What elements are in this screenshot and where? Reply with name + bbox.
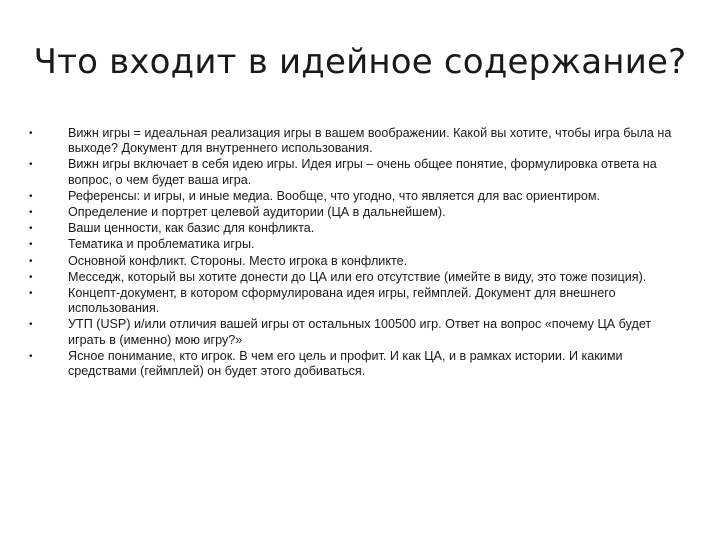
list-item (28, 349, 690, 379)
list-item-text: Ясное понимание, кто игрок. В чем его цель и профит. И как ЦА, и в рамках истории. И какими средствами (геймплей) он будет этого добиваться. (68, 348, 623, 379)
list-item (28, 157, 690, 187)
list-item (28, 189, 690, 204)
list-item-text: Вижн игры = идеальная реализация игры в вашем воображении. Какой вы хотите, чтобы игра была на выходе? Документ для внутреннего использования. (68, 126, 672, 156)
slide-title: Что входит в идейное содержание? (33, 42, 687, 82)
list-item-text: УТП (USP) и/или отличия вашей игры от остальных 100500 игр. Ответ на вопрос «почему ЦА будет играть в (именно) мою игру?» (68, 317, 652, 347)
list-item (28, 317, 690, 347)
list-item (28, 237, 690, 252)
bullet-icon: • (29, 288, 33, 300)
list-item (28, 126, 690, 156)
bullet-icon: • (29, 271, 33, 283)
list-item-text: Основной конфликт. Стороны. Место игрока в конфликте. (68, 253, 408, 268)
list-item-text: Референсы: и игры, и иные медиа. Вообще, что угодно, что является для вас ориентиром. (68, 188, 601, 203)
list-item-text: Ваши ценности, как базис для конфликта. (68, 221, 315, 236)
bullet-icon: • (29, 319, 33, 331)
list-item-text: Определение и портрет целевой аудитории (ЦА в дальнейшем). (68, 205, 446, 220)
bullet-icon: • (29, 190, 33, 202)
bullet-list (28, 126, 690, 380)
list-item (28, 221, 690, 236)
list-item (28, 286, 690, 316)
bullet-icon: • (29, 239, 33, 251)
list-item-text: Тематика и проблематика игры. (68, 237, 255, 252)
bullet-icon: • (29, 207, 33, 219)
bullet-icon: • (29, 159, 33, 171)
list-item-text: Концепт-документ, в котором сформулирована идея игры, геймплей. Документ для внешнего использования. (68, 286, 616, 316)
bullet-icon: • (29, 255, 33, 267)
list-item (28, 270, 690, 285)
list-item (28, 205, 690, 220)
list-item-text: Вижн игры включает в себя идею игры. Идея игры – очень общее понятие, формулировка ответа на вопрос, о чем будет ваша игра. (68, 157, 657, 187)
bullet-icon: • (29, 350, 33, 362)
list-item (28, 254, 690, 269)
bullet-icon: • (29, 128, 33, 139)
bullet-icon: • (29, 223, 33, 235)
list-item-text: Месседж, который вы хотите донести до ЦА или его отсутствие (имейте в виду, это тоже позиция). (68, 269, 647, 284)
